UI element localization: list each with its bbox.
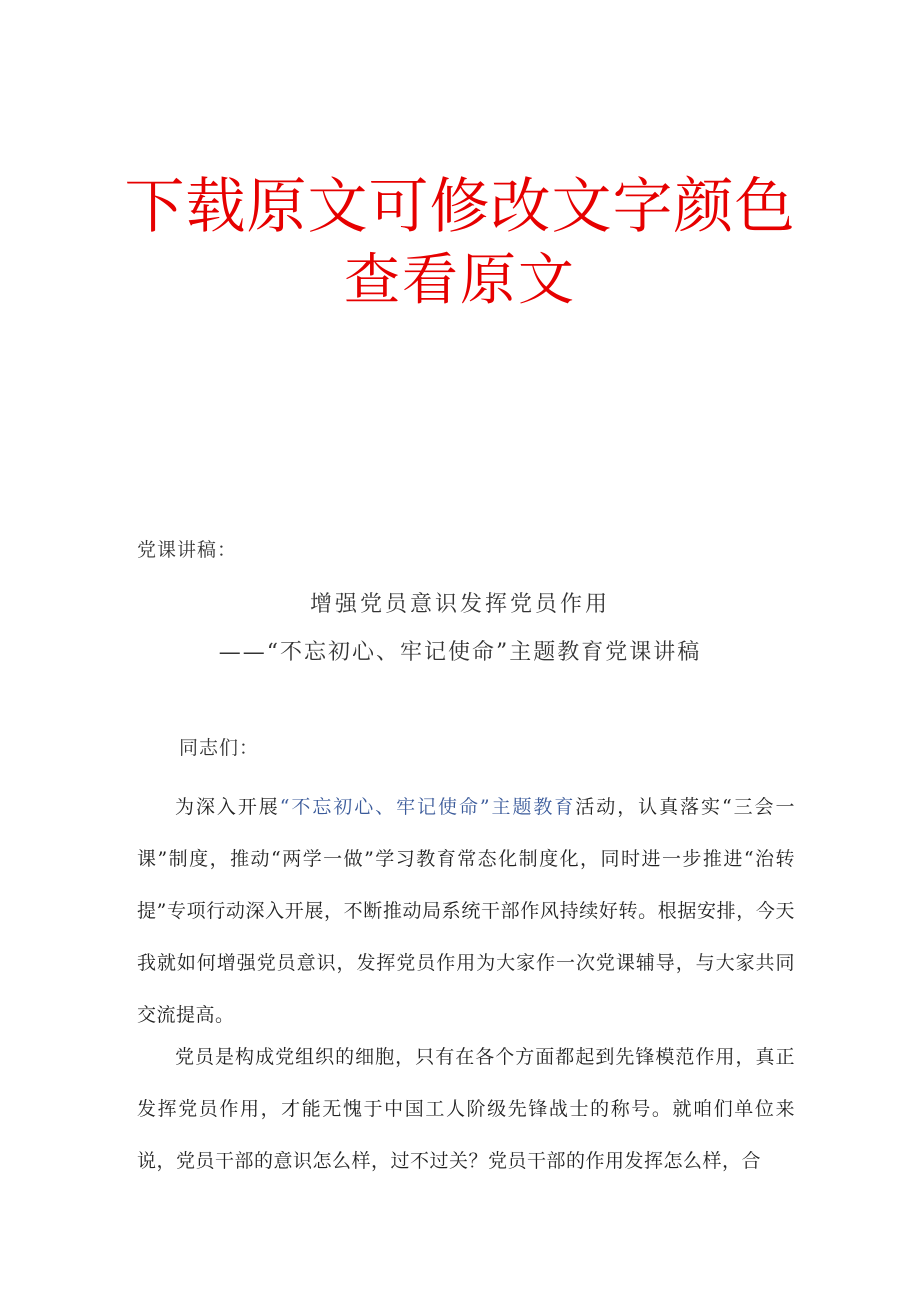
paragraph-1-start: 为深入开展 [175,796,280,818]
document-title: 增强党员意识发挥党员作用 [309,592,610,617]
paragraph-1-rest: 活动，认真落实“三会一课”制度，推动“两学一做”学习教育常态化制度化，同时进一步推进“治转提”专项行动深入开展，不断推动局系统干部作风持续好转。根据安排，今天我就如何增强党员意识，发挥党员作用为大家作一次党课辅导，与大家共同交流提高。 [137,796,795,1026]
document-subtitle: ——“不忘初心、牢记使命”主题教育党课讲稿 [218,640,702,665]
paragraph-2: 党员是构成党组织的细胞，只有在各个方面都起到先锋模范作用，真正发挥党员作用，才能无愧于中国工人阶级先锋战士的称号。就咱们单位来说，党员干部的意识怎么样，过不过关？党员干部的作用发挥怎么样，合 [137,1046,795,1172]
document-type-label: 党课讲稿： [137,539,238,561]
view-original-banner[interactable]: 查看原文 [344,248,576,313]
salutation: 同志们： [179,737,260,759]
paragraph-1-highlight: “不忘初心、牢记使命”主题教育 [279,796,576,818]
download-banner-line1[interactable]: 下载原文可修改文字颜色 [124,172,796,242]
paragraph-1 [137,781,795,1041]
